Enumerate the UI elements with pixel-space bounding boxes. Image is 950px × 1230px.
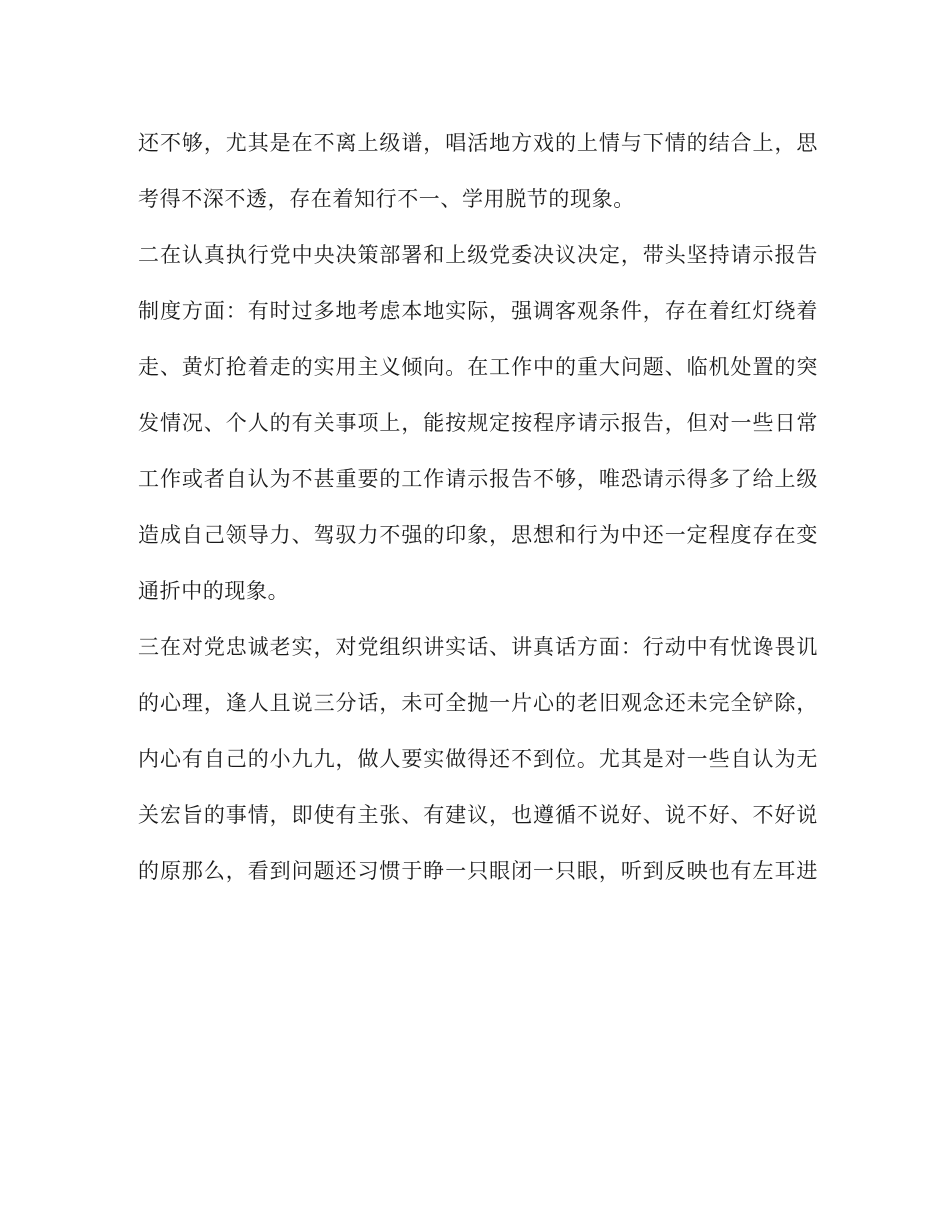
document-body: [138, 123, 818, 907]
text-line: 三在对党忠诚老实，对党组织讲实话、讲真话方面：行动中有忧谗畏讥: [138, 635, 818, 659]
text-line: 工作或者自认为不甚重要的工作请示报告不够，唯恐请示得多了给上级: [138, 467, 818, 491]
text-line: 通折中的现象。: [138, 579, 290, 603]
text-line: 造成自己领导力、驾驭力不强的印象，思想和行为中还一定程度存在变: [138, 523, 818, 547]
text-line: 考得不深不透，存在着知行不一、学用脱节的现象。: [138, 187, 635, 211]
text-line: 的原那么，看到问题还习惯于睁一只眼闭一只眼，听到反映也有左耳进: [138, 859, 818, 883]
text-line: 内心有自己的小九九，做人要实做得还不到位。尤其是对一些自认为无: [138, 747, 818, 771]
text-line: 的心理，逢人且说三分话，未可全抛一片心的老旧观念还未完全铲除，: [138, 691, 818, 715]
text-line: 二在认真执行党中央决策部署和上级党委决议决定，带头坚持请示报告: [138, 243, 818, 267]
text-line: 发情况、个人的有关事项上，能按规定按程序请示报告，但对一些日常: [138, 411, 818, 435]
text-line: 走、黄灯抢着走的实用主义倾向。在工作中的重大问题、临机处置的突: [138, 355, 818, 379]
text-line: 还不够，尤其是在不离上级谱，唱活地方戏的上情与下情的结合上，思: [138, 131, 818, 155]
text-line: 关宏旨的事情，即使有主张、有建议，也遵循不说好、说不好、不好说: [138, 803, 818, 827]
text-line: 制度方面：有时过多地考虑本地实际，强调客观条件，存在着红灯绕着: [138, 299, 818, 323]
